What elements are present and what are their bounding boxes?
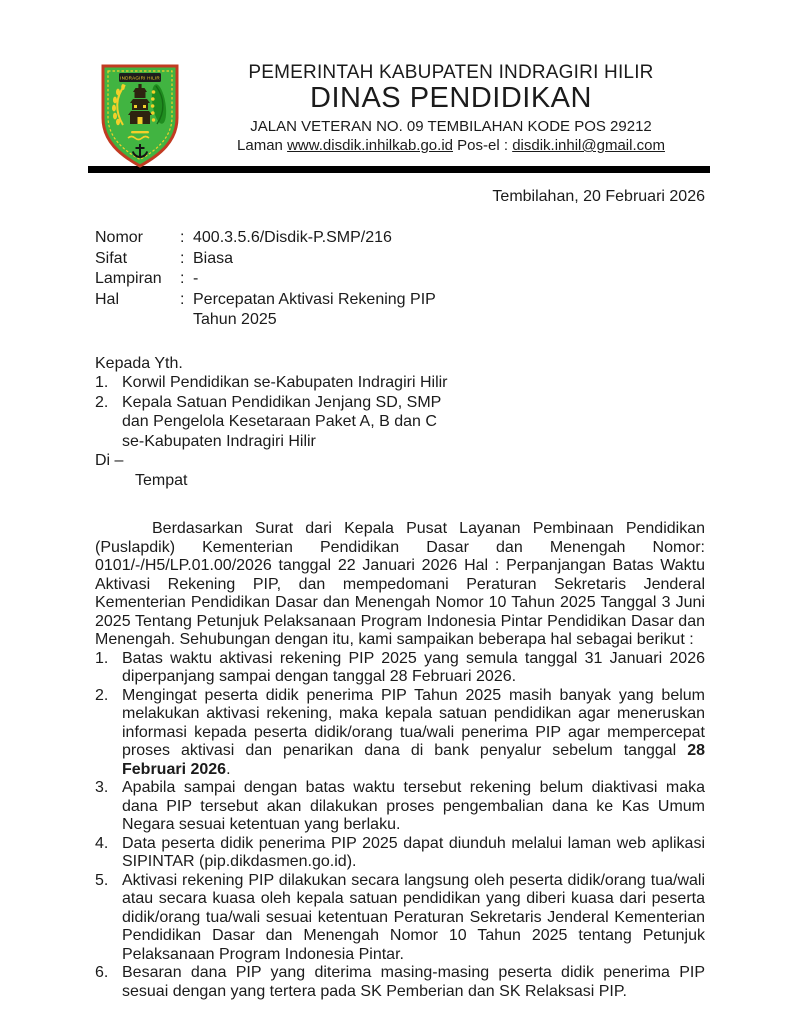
government-name: PEMERINTAH KABUPATEN INDRAGIRI HILIR	[248, 62, 654, 83]
meta-row-nomor	[95, 228, 796, 249]
website-link: www.disdik.inhilkab.go.id	[287, 137, 453, 154]
recipient-text: Korwil Pendidikan se-Kabupaten Indragiri Hilir	[122, 374, 448, 391]
letter-nature: Biasa	[193, 249, 234, 267]
agency-address: JALAN VETERAN NO. 09 TEMBILAHAN KODE POS 29212	[250, 118, 652, 135]
recipient-number: 2.	[95, 393, 109, 411]
recipient-item	[95, 373, 796, 393]
salutation: Kepada Yth.	[95, 354, 183, 372]
letter-attachment: -	[193, 270, 199, 287]
letter-number: 400.3.5.6/Disdik-P.SMP/216	[193, 229, 392, 246]
deadline-bold-text: 28 Februari 2026	[122, 742, 705, 778]
list-item	[95, 687, 705, 780]
list-item-text: Apabila sampai dengan batas waktu tersebut rekening belum diaktivasi maka dana PIP tersebut akan dilakukan proses pengembalian dana ke Kas Umum Negara sesuai ketentuan yang berlaku.	[122, 779, 705, 833]
list-item	[95, 872, 705, 965]
list-item-text: Besaran dana PIP yang diterima masing-masing peserta didik penerima PIP sesuai dengan yang tertera pada SK Pemberian dan SK Relaksasi PIP.	[122, 964, 705, 1000]
meta-row-sifat	[95, 249, 796, 270]
list-item-number: 3.	[95, 779, 109, 796]
laman-label: Laman	[237, 137, 288, 154]
list-item-text	[122, 687, 705, 780]
meta-row-lampiran	[95, 269, 796, 290]
agency-name: DINAS PENDIDIKAN	[310, 82, 592, 114]
list-item-number: 5.	[95, 871, 109, 889]
meta-colon: :	[180, 270, 185, 287]
letter-meta	[95, 228, 796, 331]
recipient-text: Kepala Satuan Pendidikan Jenjang SD, SMP dan Pengelola Kesetaraan Paket A, B dan C se-Kabupaten Indragiri Hilir	[122, 393, 442, 450]
letterhead	[192, 62, 710, 155]
list-item-number: 6.	[95, 964, 109, 981]
list-item-text: Data peserta didik penerima PIP 2025 dapat diunduh melalui laman web aplikasi SIPINTAR (pip.dikdasmen.go.id).	[122, 834, 705, 870]
email-link: disdik.inhil@gmail.com	[512, 137, 665, 154]
regency-seal-logo	[96, 62, 184, 170]
list-item-text: Batas waktu aktivasi rekening PIP 2025 yang semula tanggal 31 Januari 2026 diperpanjang sampai dengan tanggal 28 Februari 2026.	[122, 649, 705, 685]
meta-label: Lampiran	[95, 270, 162, 287]
agency-contact-line	[192, 136, 710, 155]
meta-label: Sifat	[95, 249, 128, 267]
recipient-number: 1.	[95, 374, 109, 391]
opening-paragraph: Berdasarkan Surat dari Kepala Pusat Layanan Pembinaan Pendidikan (Puslapdik) Kementerian Pendidikan Dasar dan Menengah Nomor: 0101/-/H5/LP.01.00/2026 tanggal 22 Januari 2026 Hal : Perpanjangan Batas Waktu Aktivasi Rekening PIP, dan mempedomani Peraturan Sekretaris Jenderal Kementerian Pendidikan Dasar dan Menengah Nomor 10 Tahun 2025 Tanggal 3 Juni 2025 Tentang Petunjuk Pelaksanaan Program Indonesia Pintar Pendidikan Dasar dan Menengah. Sehubungan dengan itu, kami sampaikan beberapa hal sebagai berikut :	[95, 520, 705, 648]
list-item	[95, 835, 705, 872]
letter-subject: Percepatan Aktivasi Rekening PIP Tahun 2025	[193, 290, 436, 328]
letter-body	[95, 520, 705, 1001]
list-item-number: 1.	[95, 649, 109, 667]
meta-colon: :	[180, 229, 185, 246]
posel-label: Pos-el :	[453, 137, 513, 154]
place-and-date: Tembilahan, 20 Februari 2026	[492, 188, 705, 205]
meta-colon: :	[180, 290, 185, 308]
list-item	[95, 779, 705, 835]
list-item-text-tail: .	[226, 760, 231, 778]
recipient-item	[95, 393, 796, 452]
list-item	[95, 964, 705, 1001]
logo-banner-text: INDRAGIRI HILIR	[120, 75, 160, 81]
di-line: Di –	[95, 452, 124, 469]
meta-label: Hal	[95, 290, 120, 308]
list-item-number: 2.	[95, 686, 109, 704]
list-item-text: Aktivasi rekening PIP dilakukan secara langsung oleh peserta didik/orang tua/wali atau secara kuasa oleh kepala satuan pendidikan yang diberi kuasa dari peserta didik/orang tua/wali sesuai ketentuan Peraturan Sekretaris Jenderal Kementerian Pendidikan Dasar dan Menengah Nomor 10 Tahun 2025 tentang Petunjuk Pelaksanaan Program Indonesia Pintar.	[122, 871, 705, 963]
meta-colon: :	[180, 249, 185, 267]
list-item-number: 4.	[95, 834, 109, 852]
meta-row-hal	[95, 290, 796, 331]
meta-label: Nomor	[95, 229, 144, 246]
place-line: Tempat	[135, 471, 188, 489]
list-item	[95, 650, 705, 687]
addressee-block	[95, 354, 796, 491]
list-item-text-lead: Mengingat peserta didik penerima PIP Tahun 2025 masih banyak yang belum melakukan aktivasi rekening, maka kepala satuan pendidikan agar meneruskan informasi kepada peserta didik/orang tua/wali penerima PIP agar mempercepat proses aktivasi dan penarikan dana di bank penyalur sebelum tanggal	[122, 686, 705, 759]
